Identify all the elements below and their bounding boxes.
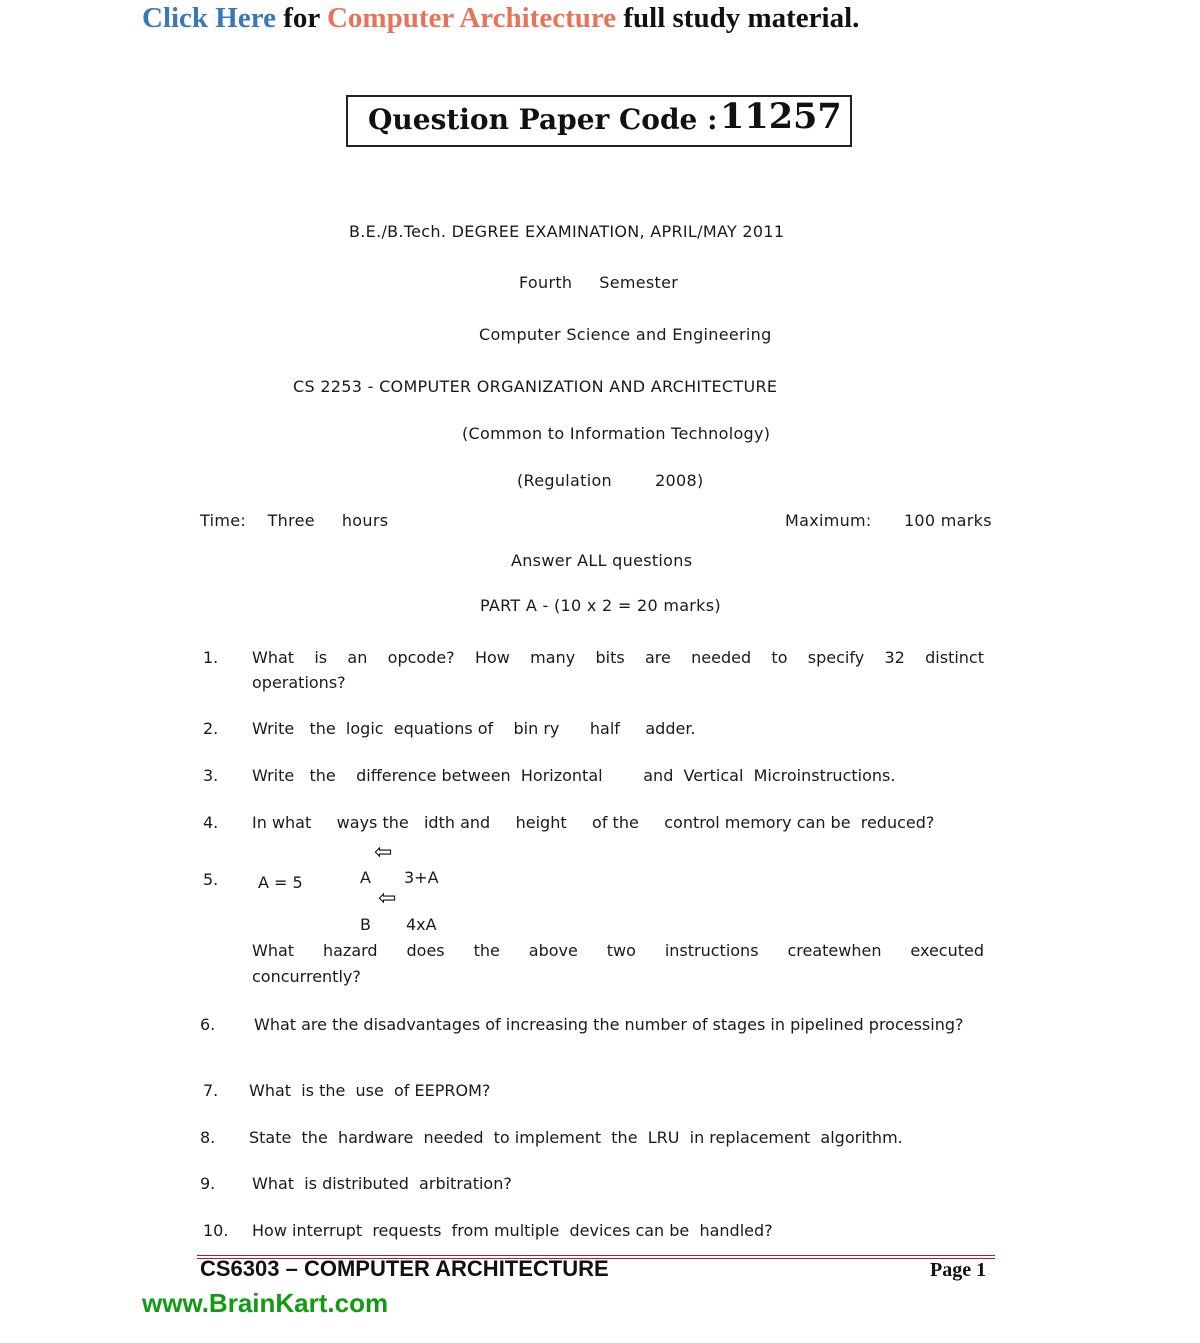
- footer-course-title: CS6303 – COMPUTER ARCHITECTURE: [200, 1256, 609, 1281]
- regulation: (Regulation 2008): [517, 471, 704, 490]
- common-note: (Common to Information Technology): [462, 424, 771, 443]
- question-text: What is distributed arbitration?: [252, 1174, 512, 1193]
- code-label: Question Paper Code :: [368, 103, 718, 136]
- instruction-2-expr: 4xA: [406, 915, 437, 934]
- question-number: 1.: [203, 648, 219, 667]
- question-number: 6.: [200, 1015, 216, 1034]
- website-link[interactable]: www.BrainKart.com: [142, 1288, 389, 1318]
- question-number: 9.: [200, 1174, 216, 1193]
- instruction-1-dest: A: [360, 868, 371, 887]
- question-number: 4.: [203, 813, 219, 832]
- question-text: Write the logic equations of bin ry half adder.: [252, 719, 696, 738]
- maximum-marks: Maximum: 100 marks: [785, 511, 992, 530]
- question-text: What is an opcode? How many bits are needed to specify 32 distinct: [252, 648, 984, 667]
- question-text: What are the disadvantages of increasing the number of stages in pipelined processing?: [254, 1015, 964, 1034]
- semester: Fourth Semester: [519, 273, 679, 292]
- banner-for: for: [275, 2, 327, 34]
- question-number: 10.: [203, 1221, 229, 1240]
- instruction-2-dest: B: [360, 915, 371, 934]
- exam-title: B.E./B.Tech. DEGREE EXAMINATION, APRIL/MAY 2011: [349, 222, 785, 241]
- instruction-1-expr: 3+A: [404, 868, 439, 887]
- part-a-heading: PART A - (10 x 2 = 20 marks): [480, 596, 721, 615]
- left-arrow-icon: ⇦: [374, 840, 393, 865]
- left-arrow-icon: ⇦: [378, 886, 397, 911]
- question-number: 8.: [200, 1128, 216, 1147]
- click-here-link[interactable]: Click Here: [142, 2, 276, 34]
- question-number: 5.: [203, 870, 219, 889]
- question-text: State the hardware needed to implement the LRU in replacement algorithm.: [249, 1128, 903, 1147]
- code-number: 11257: [720, 96, 842, 137]
- branch: Computer Science and Engineering: [479, 325, 772, 344]
- question-number: 3.: [203, 766, 219, 785]
- question-text: What is the use of EEPROM?: [249, 1081, 491, 1100]
- question-paper-code-box: [346, 95, 852, 147]
- question-number: 7.: [203, 1081, 219, 1100]
- banner-rest: full study material.: [616, 2, 860, 34]
- question-number: 2.: [203, 719, 219, 738]
- subject-link[interactable]: Computer Architecture: [326, 2, 617, 34]
- question-text-cont: concurrently?: [252, 967, 361, 986]
- instruction: Answer ALL questions: [511, 551, 693, 570]
- study-material-banner: [142, 2, 859, 35]
- course-title: CS 2253 - COMPUTER ORGANIZATION AND ARCHITECTURE: [293, 377, 778, 396]
- page-number: Page 1: [930, 1259, 987, 1281]
- question-text: How interrupt requests from multiple devices can be handled?: [252, 1221, 773, 1240]
- assignment-a: A = 5: [258, 873, 303, 892]
- question-text: Write the difference between Horizontal and Vertical Microinstructions.: [252, 766, 896, 785]
- time-allowed: Time: Three hours: [200, 511, 389, 530]
- question-text: In what ways the idth and height of the control memory can be reduced?: [252, 813, 935, 832]
- question-text: What hazard does the above two instructions createwhen executed: [252, 941, 984, 960]
- question-text-cont: operations?: [252, 673, 346, 692]
